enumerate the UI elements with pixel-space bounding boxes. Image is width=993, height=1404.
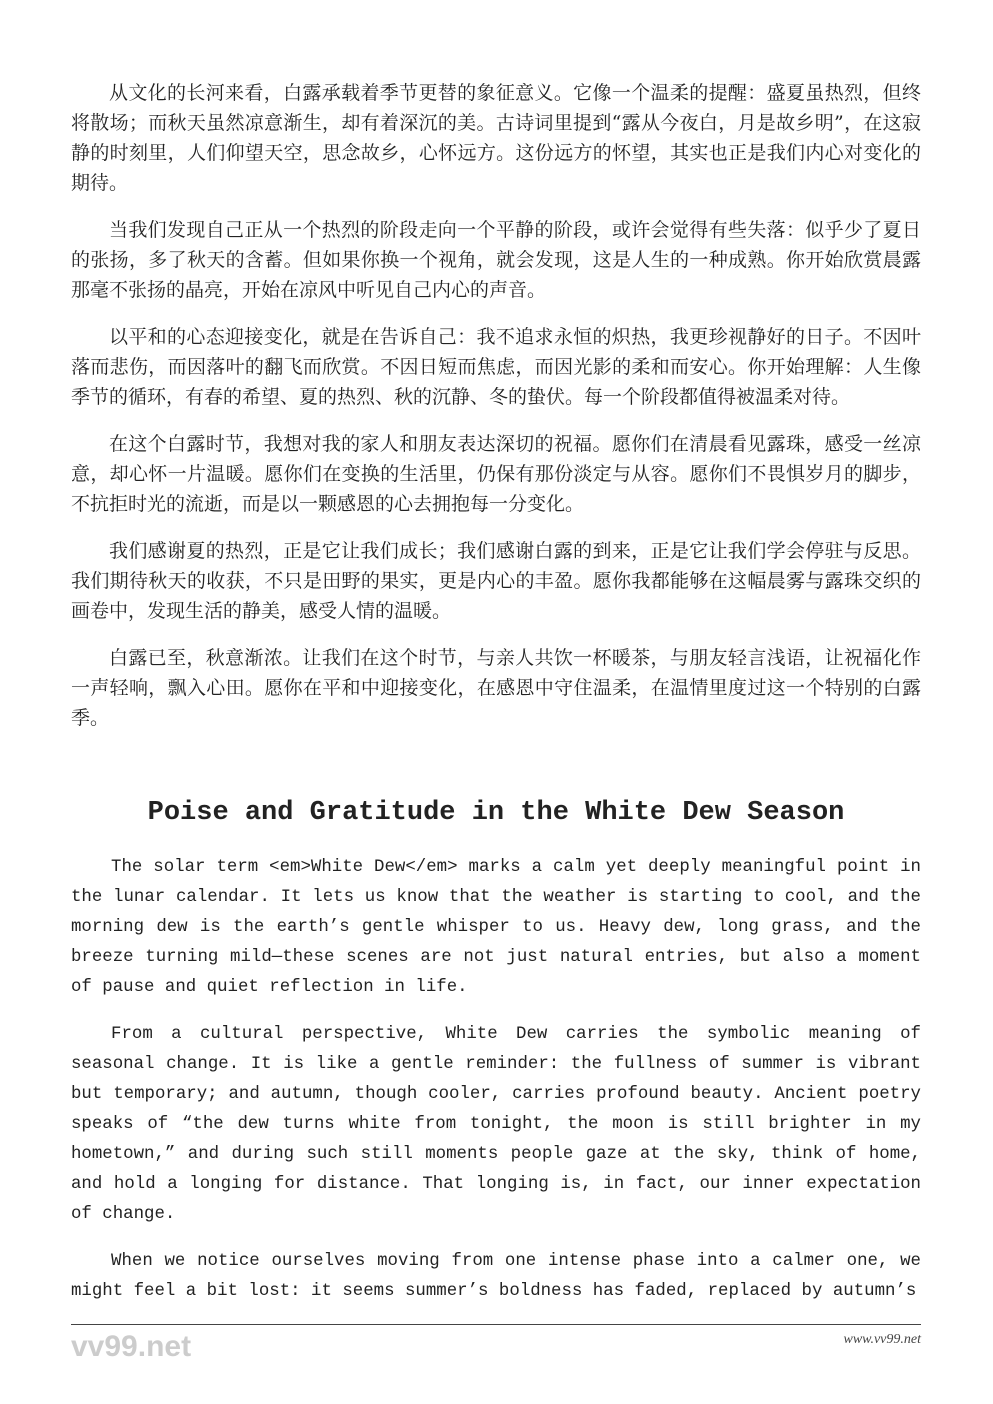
chinese-text-section bbox=[71, 78, 921, 733]
footer-url: www.vv99.net bbox=[843, 1332, 921, 1347]
paragraph: The solar term <em>White Dew</em> marks a calm yet deeply meaningful point in the lunar calendar. It lets us know that the weather is starting to cool, and the morning dew is the earth’s gentle whisper to us. Heavy dew, long grass, and the breeze turning mild—these scenes are not just natural entries, but also a moment of pause and quiet reflection in life. bbox=[71, 858, 921, 997]
paragraph: 我们感谢夏的热烈，正是它让我们成长；我们感谢白露的到来，正是它让我们学会停驻与反思。我们期待秋天的收获，不只是田野的果实，更是内心的丰盈。愿你我都能够在这幅晨雾与露珠交织的画卷中，发现生活的静美，感受人情的温暖。 bbox=[71, 540, 921, 622]
paragraph: 白露已至，秋意渐浓。让我们在这个时节，与亲人共饮一杯暖茶，与朋友轻言浅语，让祝福化作一声轻响，飘入心田。愿你在平和中迎接变化，在感恩中守住温柔，在温情里度过这一个特别的白露季。 bbox=[71, 647, 921, 729]
paragraph: 在这个白露时节，我想对我的家人和朋友表达深切的祝福。愿你们在清晨看见露珠，感受一丝凉意，却心怀一片温暖。愿你们在变换的生活里，仍保有那份淡定与从容。愿你们不畏惧岁月的脚步，不抗拒时光的流逝，而是以一颗感恩的心去拥抱每一分变化。 bbox=[71, 433, 921, 515]
english-title: Poise and Gratitude in the White Dew Season bbox=[147, 798, 845, 828]
english-text-section bbox=[71, 853, 921, 1307]
paragraph: 以平和的心态迎接变化，就是在告诉自己：我不追求永恒的炽热，我更珍视静好的日子。不因叶落而悲伤，而因落叶的翻飞而欣赏。不因日短而焦虑，而因光影的柔和而安心。你开始理解：人生像季节的循环，有春的希望、夏的热烈、秋的沉静、冬的蛰伏。每一个阶段都值得被温柔对待。 bbox=[71, 326, 921, 408]
paragraph: 从文化的长河来看，白露承载着季节更替的象征意义。它像一个温柔的提醒：盛夏虽热烈，但终将散场；而秋天虽然凉意渐生，却有着深沉的美。古诗词里提到“露从今夜白，月是故乡明”，在这寂静的时刻里，人们仰望天空，思念故乡，心怀远方。这份远方的怀望，其实也正是我们内心对变化的期待。 bbox=[71, 82, 921, 194]
watermark: vv99.net bbox=[71, 1330, 192, 1363]
paragraph: 当我们发现自己正从一个热烈的阶段走向一个平静的阶段，或许会觉得有些失落：似乎少了夏日的张扬，多了秋天的含蓄。但如果你换一个视角，就会发现，这是人生的一种成熟。你开始欣赏晨露那毫不张扬的晶亮，开始在凉风中听见自己内心的声音。 bbox=[71, 219, 921, 301]
paragraph: When we notice ourselves moving from one intense phase into a calmer one, we might feel a bit lost: it seems summer’s boldness has faded, replaced by autumn’s bbox=[71, 1252, 921, 1301]
footer bbox=[71, 1324, 921, 1377]
paragraph: From a cultural perspective, White Dew carries the symbolic meaning of seasonal change. It is like a gentle reminder: the fullness of summer is vibrant but temporary; and autumn, though cooler, carries profound beauty. Ancient poetry speaks of “the dew turns white from tonight, the moon is still brighter in my hometown,” and during such still moments people gaze at the sky, think of home, and hold a longing for distance. That longing is, in fact, our inner expectation of change. bbox=[71, 1025, 921, 1224]
